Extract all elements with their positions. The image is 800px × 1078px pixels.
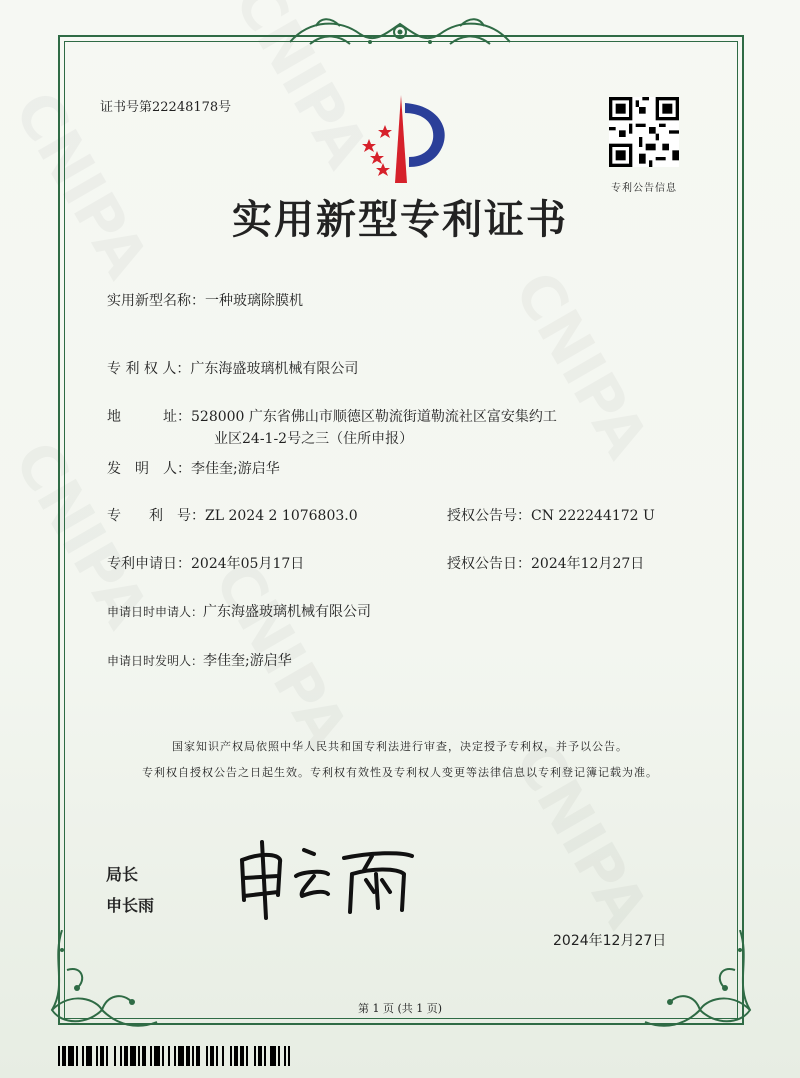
field-label: 专利申请日： [107,556,191,572]
field-label: 发 明 人： [107,461,191,477]
field-label: 授权公告日： [447,556,531,572]
cnipa-logo [345,95,465,185]
qr-code [609,97,679,167]
field-value: 李佳奎;游启华 [191,461,280,477]
field-patentee [107,358,358,378]
field-inventor-at-filing [107,650,292,670]
field-label: 专 利 号： [107,508,205,524]
field-label: 授权公告号： [447,508,531,524]
field-applicant-at-filing [107,601,371,621]
field-value: 2024年12月27日 [531,556,645,572]
field-label: 实用新型名称： [107,293,205,309]
official-name: 申长雨 [106,896,155,915]
barcode-bar [290,1046,294,1066]
field-name [107,290,303,310]
field-value: 广东海盛玻璃机械有限公司 [190,361,359,377]
signature [232,840,422,920]
official-title: 局长 [106,865,139,884]
field-value: 2024年05月17日 [191,556,305,572]
field-filing-date [107,553,304,573]
field-address-line2: 业区24-1-2号之三（住所申报） [214,431,414,447]
issue-date: 2024年12月27日 [553,933,667,949]
barcode [58,1046,358,1066]
top-ornament [280,14,520,56]
notice-line-1: 国家知识产权局依照中华人民共和国专利法进行审查，决定授予专利权，并予以公告。 [172,740,628,753]
field-inventor [107,458,280,478]
field-label: 专 利 权 人： [107,361,191,377]
field-grant-publication-date [447,553,644,573]
bottom-left-ornament [42,930,162,1040]
field-value: 广东海盛玻璃机械有限公司 [203,604,372,620]
certificate-title: 实用新型专利证书 [232,196,568,243]
qr-label: 专利公告信息 [611,183,677,194]
field-value: 李佳奎;游启华 [203,653,292,669]
field-label: 地 址： [107,409,191,425]
field-value: CN 222244172 U [531,508,655,524]
field-label: 申请日时发明人： [107,654,204,668]
field-grant-publication-number [447,505,655,525]
field-value: 528000 广东省佛山市顺德区勒流街道勒流社区富安集约工 [191,409,557,425]
field-value: 一种玻璃除膜机 [205,293,303,309]
field-address [107,406,557,426]
field-patent-number [107,505,358,525]
page-number: 第 1 页 (共 1 页) [357,1002,443,1015]
field-value: ZL 2024 2 1076803.0 [205,508,358,524]
notice-line-2: 专利权自授权公告之日起生效。专利权有效性及专利权人变更等法律信息以专利登记簿记载为准。 [142,766,658,779]
qr-code-block [604,97,684,194]
certificate-number: 证书号第22248178号 [100,100,232,115]
field-label: 申请日时申请人： [107,605,204,619]
